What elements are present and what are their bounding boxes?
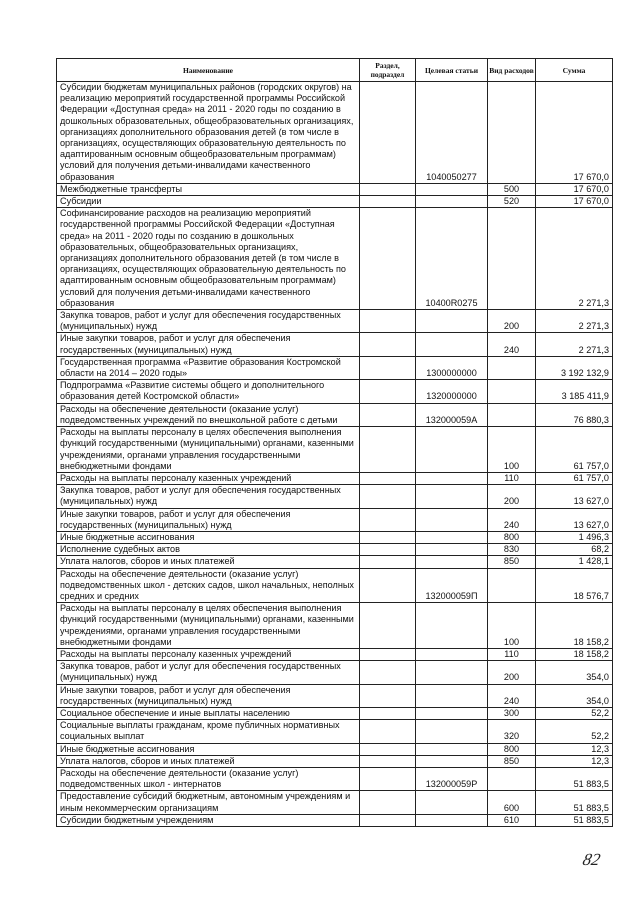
table-row [57, 485, 613, 508]
cell-sum: 12,3 [536, 743, 613, 755]
cell-sum: 18 158,2 [536, 648, 613, 660]
cell-name: Расходы на выплаты персоналу в целях обеспечения выполнения функций государственными (муниципальными) органами, казенными учреждениями, органами управления государственными внебюджетными фондами [57, 603, 360, 649]
cell-code [416, 183, 488, 195]
cell-sum: 2 271,3 [536, 310, 613, 333]
cell-sum: 52,2 [536, 720, 613, 743]
cell-type: 300 [488, 707, 536, 719]
cell-name: Закупка товаров, работ и услуг для обеспечения государственных (муниципальных) нужд [57, 661, 360, 684]
table-row [57, 208, 613, 310]
cell-name: Иные закупки товаров, работ и услуг для обеспечения государственных (муниципальных) нужд [57, 508, 360, 531]
table-row [57, 791, 613, 814]
cell-type: 320 [488, 720, 536, 743]
table-row [57, 472, 613, 484]
table-row [57, 508, 613, 531]
cell-section [360, 743, 416, 755]
cell-name: Субсидии бюджетным учреждениям [57, 814, 360, 826]
cell-sum: 18 576,7 [536, 568, 613, 603]
cell-sum: 12,3 [536, 755, 613, 767]
cell-sum: 354,0 [536, 684, 613, 707]
cell-code: 132000059Р [416, 767, 488, 790]
cell-section [360, 380, 416, 403]
cell-section [360, 208, 416, 310]
cell-code [416, 508, 488, 531]
cell-section [360, 661, 416, 684]
cell-type: 850 [488, 556, 536, 568]
cell-name: Расходы на обеспечение деятельности (оказание услуг) подведомственных школ - интернатов [57, 767, 360, 790]
table-row [57, 603, 613, 649]
cell-section [360, 603, 416, 649]
cell-code [416, 427, 488, 473]
cell-type: 100 [488, 427, 536, 473]
cell-section [360, 472, 416, 484]
cell-type: 200 [488, 661, 536, 684]
cell-code [416, 556, 488, 568]
cell-code [416, 661, 488, 684]
table-row [57, 380, 613, 403]
header-sum: Сумма [536, 59, 613, 82]
cell-type: 200 [488, 310, 536, 333]
cell-section [360, 568, 416, 603]
cell-code [416, 333, 488, 356]
header-target: Целевая статьи [416, 59, 488, 82]
cell-type: 240 [488, 333, 536, 356]
cell-sum: 76 880,3 [536, 403, 613, 426]
cell-type: 850 [488, 755, 536, 767]
cell-code [416, 472, 488, 484]
cell-code [416, 196, 488, 208]
cell-name: Расходы на выплаты персоналу казенных учреждений [57, 472, 360, 484]
cell-code [416, 814, 488, 826]
cell-name: Социальные выплаты гражданам, кроме публичных нормативных социальных выплат [57, 720, 360, 743]
cell-sum: 354,0 [536, 661, 613, 684]
cell-sum: 18 158,2 [536, 603, 613, 649]
cell-sum: 51 883,5 [536, 791, 613, 814]
cell-section [360, 508, 416, 531]
cell-name: Иные закупки товаров, работ и услуг для обеспечения государственных (муниципальных) нужд [57, 684, 360, 707]
cell-section [360, 403, 416, 426]
table-row [57, 767, 613, 790]
cell-code [416, 755, 488, 767]
cell-type: 830 [488, 544, 536, 556]
table-row [57, 82, 613, 184]
cell-type [488, 380, 536, 403]
table-row [57, 333, 613, 356]
cell-name: Иные закупки товаров, работ и услуг для обеспечения государственных (муниципальных) нужд [57, 333, 360, 356]
cell-type: 110 [488, 472, 536, 484]
cell-code [416, 791, 488, 814]
cell-section [360, 767, 416, 790]
table-row [57, 661, 613, 684]
cell-name: Предоставление субсидий бюджетным, автономным учреждениям и иным некоммерческим организациям [57, 791, 360, 814]
cell-code: 1320000000 [416, 380, 488, 403]
cell-sum: 1 496,3 [536, 531, 613, 543]
cell-sum: 2 271,3 [536, 333, 613, 356]
cell-type: 100 [488, 603, 536, 649]
cell-type [488, 208, 536, 310]
cell-code [416, 648, 488, 660]
cell-sum: 61 757,0 [536, 427, 613, 473]
table-row [57, 531, 613, 543]
cell-sum: 61 757,0 [536, 472, 613, 484]
cell-section [360, 531, 416, 543]
table-row [57, 755, 613, 767]
cell-type: 200 [488, 485, 536, 508]
cell-section [360, 684, 416, 707]
table-row [57, 427, 613, 473]
cell-name: Исполнение судебных актов [57, 544, 360, 556]
table-row [57, 196, 613, 208]
cell-name: Социальное обеспечение и иные выплаты населению [57, 707, 360, 719]
cell-type [488, 403, 536, 426]
cell-name: Расходы на обеспечение деятельности (оказание услуг) подведомственных школ - детских садов, школ начальных, неполных средних и средних [57, 568, 360, 603]
cell-type: 610 [488, 814, 536, 826]
table-header-row [57, 59, 613, 82]
cell-type: 500 [488, 183, 536, 195]
cell-name: Подпрограмма «Развитие системы общего и дополнительного образования детей Костромской области» [57, 380, 360, 403]
cell-code [416, 531, 488, 543]
cell-code [416, 603, 488, 649]
table-row [57, 720, 613, 743]
table-row [57, 356, 613, 379]
cell-section [360, 720, 416, 743]
cell-section [360, 356, 416, 379]
cell-section [360, 310, 416, 333]
cell-name: Иные бюджетные ассигнования [57, 531, 360, 543]
cell-sum: 51 883,5 [536, 767, 613, 790]
cell-type: 240 [488, 684, 536, 707]
cell-code: 1040050277 [416, 82, 488, 184]
cell-section [360, 755, 416, 767]
cell-section [360, 814, 416, 826]
cell-name: Государственная программа «Развитие образования Костромской области на 2014 – 2020 годы» [57, 356, 360, 379]
cell-code: 132000059А [416, 403, 488, 426]
cell-code [416, 544, 488, 556]
cell-section [360, 791, 416, 814]
cell-sum: 3 185 411,9 [536, 380, 613, 403]
cell-name: Расходы на обеспечение деятельности (оказание услуг) подведомственных учреждений по внешкольной работе с детьми [57, 403, 360, 426]
cell-sum: 13 627,0 [536, 485, 613, 508]
cell-section [360, 333, 416, 356]
cell-section [360, 82, 416, 184]
cell-type [488, 356, 536, 379]
cell-name: Расходы на выплаты персоналу в целях обеспечения выполнения функций государственными (муниципальными) органами, казенными учреждениями, органами управления государственными внебюджетными фондами [57, 427, 360, 473]
cell-sum: 68,2 [536, 544, 613, 556]
table-row [57, 707, 613, 719]
cell-code: 10400R0275 [416, 208, 488, 310]
cell-code [416, 485, 488, 508]
cell-section [360, 648, 416, 660]
cell-name: Уплата налогов, сборов и иных платежей [57, 556, 360, 568]
cell-name: Уплата налогов, сборов и иных платежей [57, 755, 360, 767]
cell-code [416, 310, 488, 333]
cell-type: 800 [488, 531, 536, 543]
cell-type: 110 [488, 648, 536, 660]
cell-section [360, 707, 416, 719]
cell-section [360, 196, 416, 208]
table-row [57, 556, 613, 568]
cell-sum: 51 883,5 [536, 814, 613, 826]
table-row [57, 403, 613, 426]
cell-sum: 17 670,0 [536, 183, 613, 195]
cell-name: Иные бюджетные ассигнования [57, 743, 360, 755]
cell-sum: 17 670,0 [536, 196, 613, 208]
page-number: 82 [581, 850, 603, 869]
table-row [57, 183, 613, 195]
cell-sum: 1 428,1 [536, 556, 613, 568]
table-row [57, 568, 613, 603]
cell-code [416, 707, 488, 719]
cell-name: Субсидии бюджетам муниципальных районов (городских округов) на реализацию мероприятий государственной программы Российской Федерации «Доступная среда» на 2011 - 2020 годы по созданию в дошкольных образовательных, общеобразовательных организациях, организациях дополнительного образования детей (в том числе в организациях, осуществляющих образовательную деятельность по адаптированным основным общеобразовательным программам) условий для получения детьми-инвалидами качественного образования [57, 82, 360, 184]
cell-type: 800 [488, 743, 536, 755]
cell-code: 1300000000 [416, 356, 488, 379]
budget-table [56, 58, 613, 827]
header-name: Наименование [57, 59, 360, 82]
cell-sum: 2 271,3 [536, 208, 613, 310]
table-row [57, 310, 613, 333]
table-row [57, 544, 613, 556]
cell-sum: 3 192 132,9 [536, 356, 613, 379]
cell-type [488, 767, 536, 790]
table-row [57, 684, 613, 707]
cell-name: Софинансирование расходов на реализацию мероприятий государственной программы Российской Федерации «Доступная среда» на 2011 - 2020 годы по созданию в дошкольных образовательных, общеобразовательных организациях, организациях дополнительного образования детей (в том числе в организациях, осуществляющих образовательную деятельность по адаптированным основным общеобразовательным программам) условий для получения детьми-инвалидами качественного образования [57, 208, 360, 310]
cell-section [360, 183, 416, 195]
cell-sum: 17 670,0 [536, 82, 613, 184]
cell-section [360, 427, 416, 473]
cell-type [488, 568, 536, 603]
cell-name: Субсидии [57, 196, 360, 208]
table-row [57, 814, 613, 826]
cell-code [416, 684, 488, 707]
cell-sum: 52,2 [536, 707, 613, 719]
cell-name: Закупка товаров, работ и услуг для обеспечения государственных (муниципальных) нужд [57, 310, 360, 333]
cell-type: 600 [488, 791, 536, 814]
cell-type: 240 [488, 508, 536, 531]
cell-section [360, 485, 416, 508]
cell-code [416, 743, 488, 755]
cell-name: Расходы на выплаты персоналу казенных учреждений [57, 648, 360, 660]
cell-name: Межбюджетные трансферты [57, 183, 360, 195]
cell-type [488, 82, 536, 184]
cell-section [360, 544, 416, 556]
table-row [57, 743, 613, 755]
cell-code: 132000059П [416, 568, 488, 603]
cell-section [360, 556, 416, 568]
header-type: Вид расходов [488, 59, 536, 82]
header-section: Раздел, подраздел [360, 59, 416, 82]
cell-code [416, 720, 488, 743]
cell-sum: 13 627,0 [536, 508, 613, 531]
table-row [57, 648, 613, 660]
cell-type: 520 [488, 196, 536, 208]
cell-name: Закупка товаров, работ и услуг для обеспечения государственных (муниципальных) нужд [57, 485, 360, 508]
